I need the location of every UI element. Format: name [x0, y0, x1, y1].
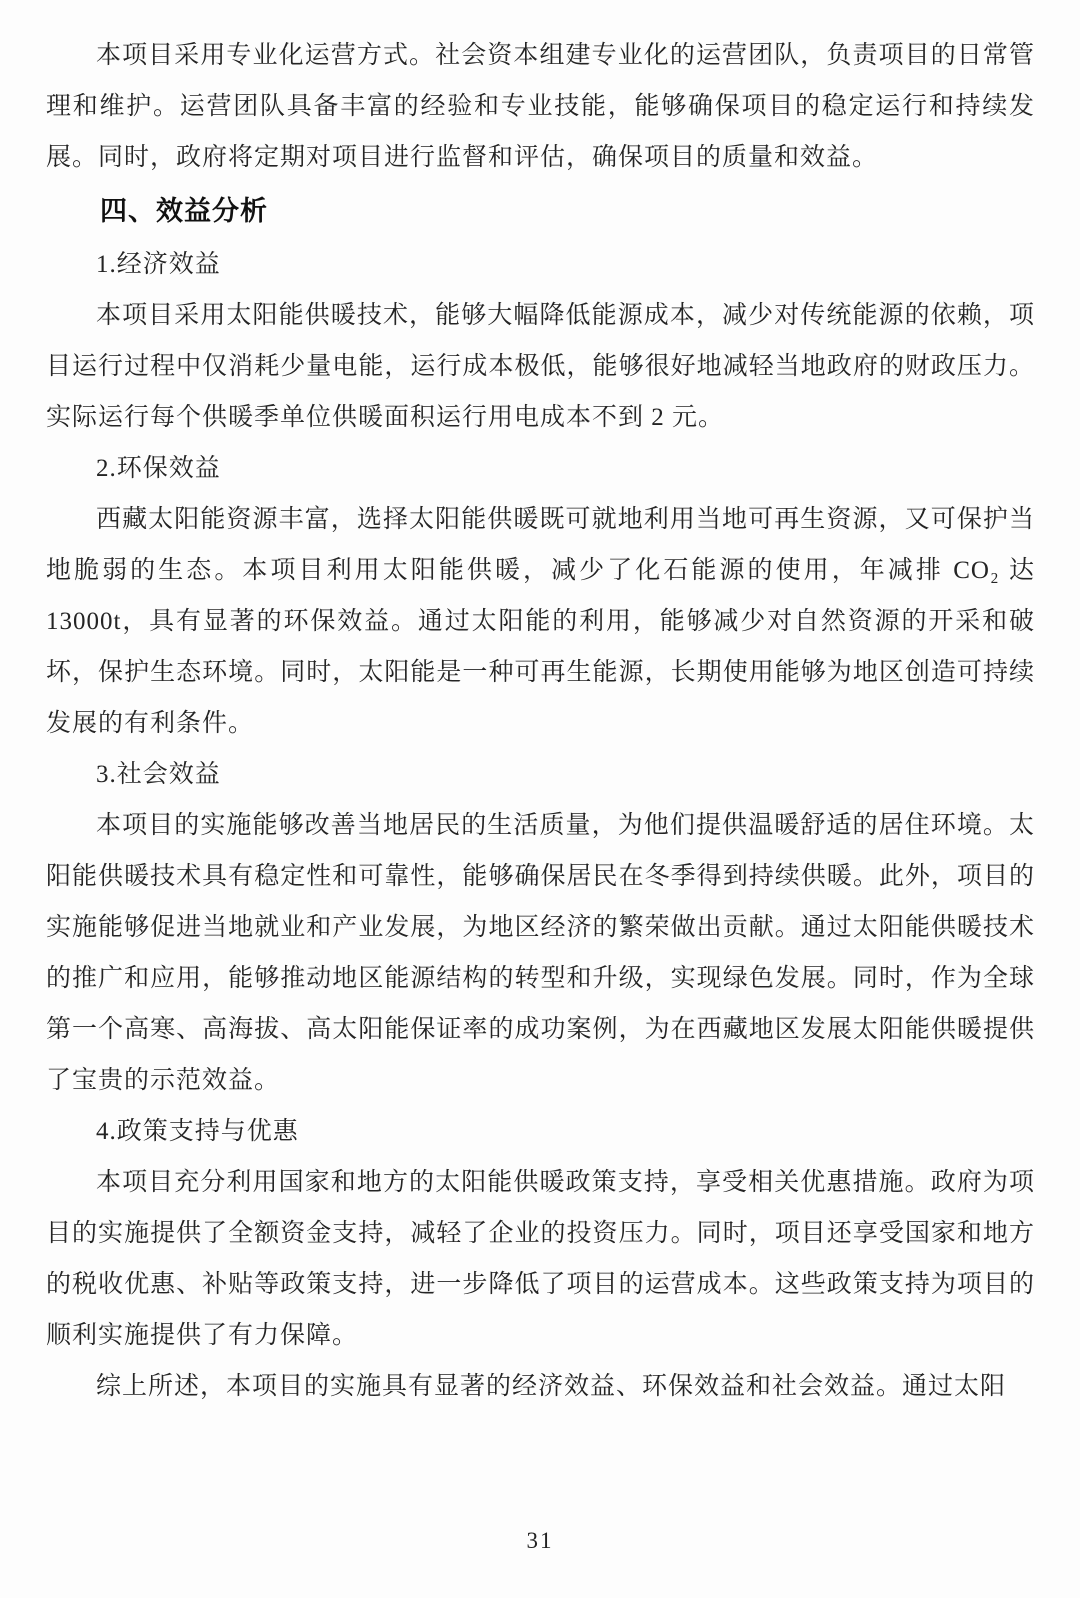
page-footer	[0, 1528, 1080, 1554]
page-number: 31	[526, 1528, 554, 1553]
subsection-heading-environmental-benefit: 2.环保效益	[96, 455, 221, 482]
subsection-heading-economic-benefit: 1.经济效益	[96, 251, 221, 278]
closing-paragraph: 综上所述，本项目的实施具有显著的经济效益、环保效益和社会效益。通过太阳	[96, 1373, 1007, 1400]
paragraph-policy-support: 本项目充分利用国家和地方的太阳能供暖政策支持，享受相关优惠措施。政府为项目的实施提供了全额资金支持，减轻了企业的投资压力。同时，项目还享受国家和地方的税收优惠、补贴等政策支持，进一步降低了项目的运营成本。这些政策支持为项目的顺利实施提供了有力保障。	[46, 1169, 1035, 1349]
subsection-heading-policy-support: 4.政策支持与优惠	[96, 1118, 299, 1145]
intro-paragraph: 本项目采用专业化运营方式。社会资本组建专业化的运营团队，负责项目的日常管理和维护。运营团队具备丰富的经验和专业技能，能够确保项目的稳定运行和持续发展。同时，政府将定期对项目进行监督和评估，确保项目的质量和效益。	[46, 42, 1035, 171]
paragraph-economic-benefit: 本项目采用太阳能供暖技术，能够大幅降低能源成本，减少对传统能源的依赖，项目运行过程中仅消耗少量电能，运行成本极低，能够很好地减轻当地政府的财政压力。实际运行每个供暖季单位供暖面积运行用电成本不到 2 元。	[46, 302, 1035, 431]
document-body	[46, 30, 1035, 1412]
paragraph-social-benefit: 本项目的实施能够改善当地居民的生活质量，为他们提供温暖舒适的居住环境。太阳能供暖技术具有稳定性和可靠性，能够确保居民在冬季得到持续供暖。此外，项目的实施能够促进当地就业和产业发展，为地区经济的繁荣做出贡献。通过太阳能供暖技术的推广和应用，能够推动地区能源结构的转型和升级，实现绿色发展。同时，作为全球第一个高寒、高海拔、高太阳能保证率的成功案例，为在西藏地区发展太阳能供暖提供了宝贵的示范效益。	[46, 812, 1035, 1094]
subsection-heading-social-benefit: 3.社会效益	[96, 761, 221, 788]
paragraph-environmental-benefit: 西藏太阳能资源丰富，选择太阳能供暖既可就地利用当地可再生资源，又可保护当地脆弱的生态。本项目利用太阳能供暖，减少了化石能源的使用，年减排 CO₂ 达13000t，具有显著的环保效益。通过太阳能的利用，能够减少对自然资源的开采和破坏，保护生态环境。同时，太阳能是一种可再生能源，长期使用能够为地区创造可持续发展的有利条件。	[46, 506, 1035, 737]
section-heading-benefit-analysis: 四、效益分析	[100, 196, 268, 226]
